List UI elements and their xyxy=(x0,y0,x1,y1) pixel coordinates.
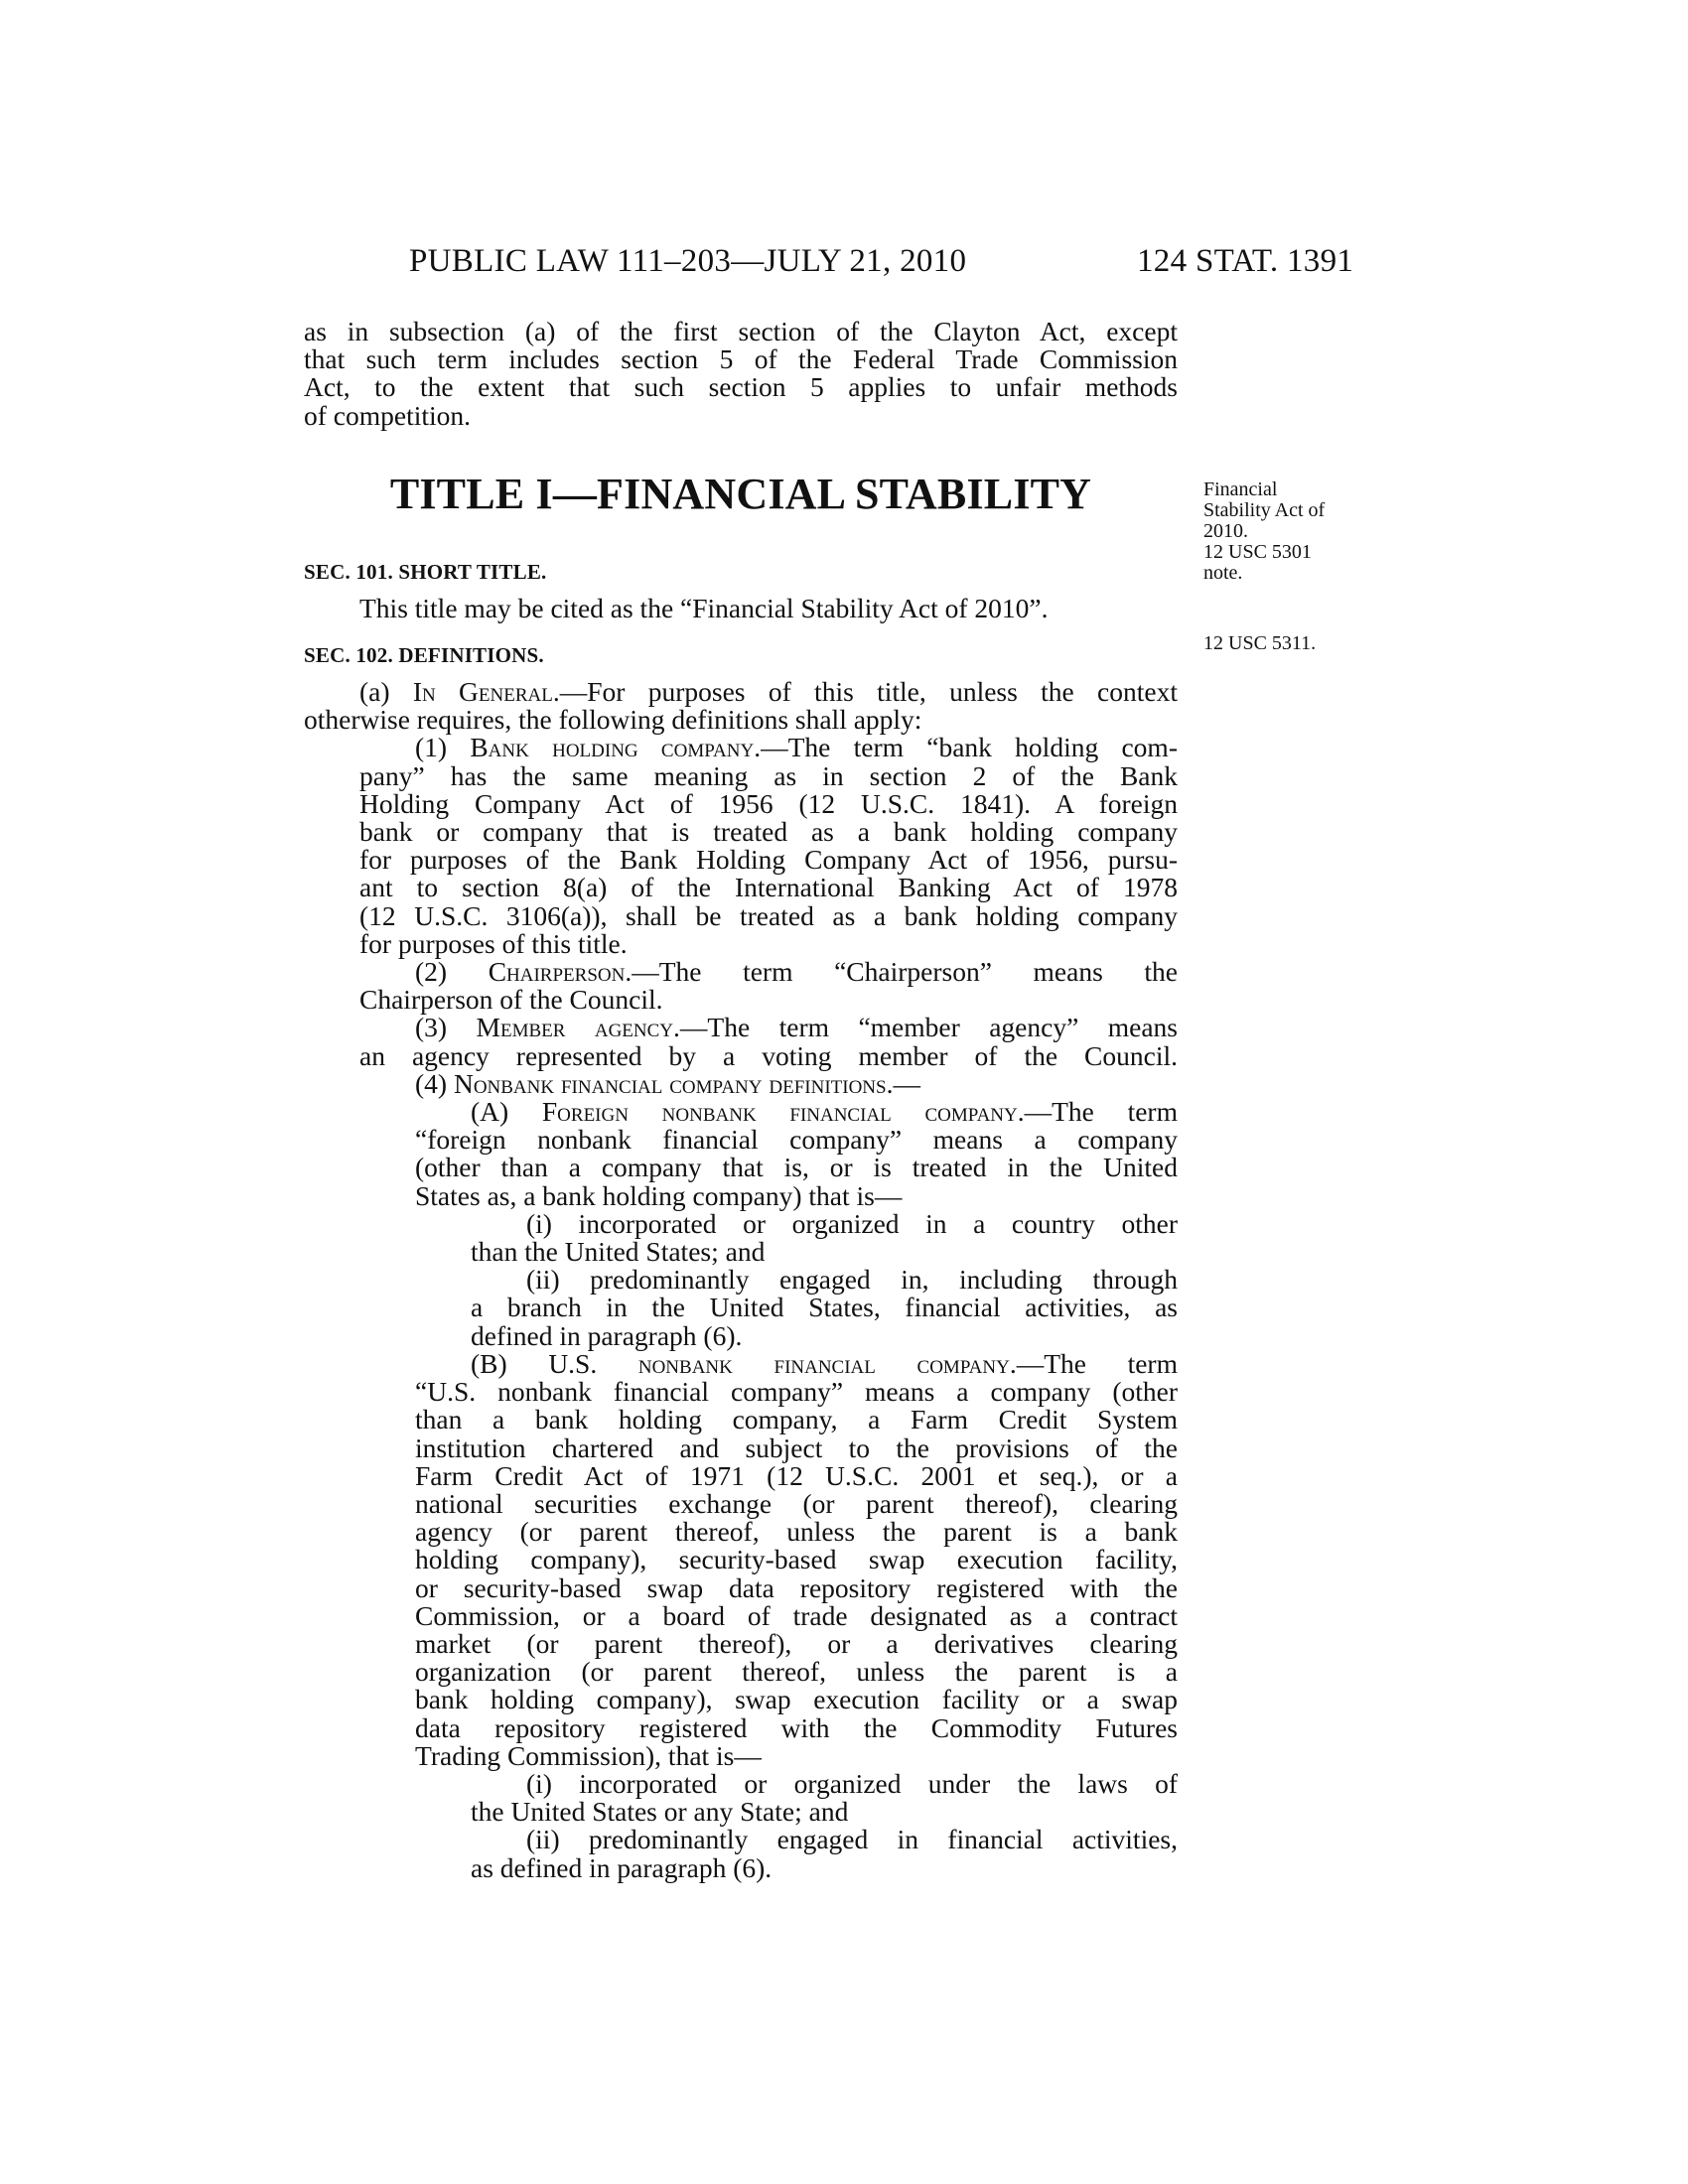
margin-note-line: 2010. xyxy=(1203,520,1248,542)
para1-line: for purposes of the Bank Holding Company Act of 1956, pursu- xyxy=(359,844,1178,876)
subpara-b-line: or security-based swap data repository registered with the xyxy=(415,1571,1178,1603)
subpara-b-line: data repository registered with the Commodity Futures xyxy=(415,1711,1178,1743)
subpara-b-line: holding company), security-based swap execution facility, xyxy=(415,1544,1178,1575)
subpara-b-line xyxy=(471,1347,1178,1379)
subsection-heading: In General xyxy=(412,676,553,708)
margin-note-line: Stability Act of xyxy=(1203,499,1326,521)
para4-line xyxy=(415,1067,1178,1099)
clause-b-i-line: (i) incorporated or organized under the laws of xyxy=(526,1767,1178,1799)
intro-line: of competition. xyxy=(304,399,472,431)
subpara-b-line: Commission, or a board of trade designated as a contract xyxy=(415,1599,1178,1631)
clause-a-i-line: (i) incorporated or organized in a country other xyxy=(526,1207,1178,1239)
margin-note-line: note. xyxy=(1203,562,1243,584)
label: (A) xyxy=(471,1096,542,1128)
para1-line: (12 U.S.C. 3106(a)), shall be treated as a bank holding company xyxy=(359,899,1178,931)
main-text xyxy=(304,318,1178,1882)
clause-a-ii-line: defined in paragraph (6). xyxy=(471,1319,743,1351)
clause-a-ii-line: a branch in the United States, financial activities, as xyxy=(471,1292,1178,1323)
margin-note-line: 12 USC 5301 xyxy=(1203,541,1312,563)
running-header-left: PUBLIC LAW 111–203—JULY 21, 2010 xyxy=(409,243,967,279)
para1-line: pany” has the same meaning as in section 2 of the Bank xyxy=(359,759,1178,791)
subpara-b-line: than a bank holding company, a Farm Credit System xyxy=(415,1404,1178,1435)
para1-line: Holding Company Act of 1956 (12 U.S.C. 1841). A foreign xyxy=(359,787,1178,819)
paragraph-heading: Nonbank financial company definitions xyxy=(453,1067,887,1099)
para1-line: ant to section 8(a) of the International Banking Act of 1978 xyxy=(359,872,1178,903)
subpara-a-line: “foreign nonbank financial company” means a company xyxy=(415,1124,1178,1156)
subpara-b-line: agency (or parent thereof, unless the parent is a bank xyxy=(415,1516,1178,1548)
text: .—The term “Chairperson” means the xyxy=(625,956,1178,988)
label: (3) xyxy=(415,1012,477,1043)
label: (1) xyxy=(415,732,471,763)
sec101-text: This title may be cited as the “Financial Stability Act of 2010”. xyxy=(359,592,1049,623)
subpara-a-line xyxy=(471,1098,1178,1126)
subsection-a-line xyxy=(359,678,1178,706)
subpara-b-line: market (or parent thereof), or a derivatives clearing xyxy=(415,1627,1178,1659)
text: .—The term “bank holding com- xyxy=(754,732,1178,763)
paragraph-heading: Member agency xyxy=(476,1012,674,1043)
intro-line: as in subsection (a) of the first section of the Clayton Act, except xyxy=(304,316,1178,346)
para1-line xyxy=(415,734,1178,761)
para2-line: Chairperson of the Council. xyxy=(359,984,663,1016)
subpara-b-line: Farm Credit Act of 1971 (12 U.S.C. 2001 et seq.), or a xyxy=(415,1459,1178,1491)
text: .—For purposes of this title, unless the context xyxy=(552,676,1178,708)
sec102-heading: SEC. 102. DEFINITIONS. xyxy=(304,643,544,668)
clause-b-ii-line: (ii) predominantly engaged in financial activities, xyxy=(526,1824,1178,1855)
margin-note-line: Financial xyxy=(1203,478,1278,500)
margin-note-sec101 xyxy=(1203,479,1352,584)
clause-a-i-line: than the United States; and xyxy=(471,1236,766,1268)
text: .— xyxy=(886,1067,920,1099)
intro-line: that such term includes section 5 of the Federal Trade Commission xyxy=(304,343,1178,375)
subpara-b-line: “U.S. nonbank financial company” means a company (other xyxy=(415,1376,1178,1408)
margin-note-sec102: 12 USC 5311. xyxy=(1203,632,1317,654)
sec101-heading: SEC. 101. SHORT TITLE. xyxy=(304,559,547,584)
paragraph-heading: Chairperson xyxy=(488,956,626,988)
text: .—The term “member agency” means xyxy=(673,1012,1178,1043)
text: .—The term xyxy=(1009,1347,1178,1379)
subpara-a-line: States as, a bank holding company) that is— xyxy=(415,1179,903,1211)
para1-line: bank or company that is treated as a bank holding company xyxy=(359,816,1178,848)
clause-b-ii-line: as defined in paragraph (6). xyxy=(471,1851,773,1883)
subsection-a-line: otherwise requires, the following definitions shall apply: xyxy=(304,704,922,736)
intro-line: Act, to the extent that such section 5 applies to unfair methods xyxy=(304,371,1178,403)
label: (a) xyxy=(359,676,413,708)
para1-line: for purposes of this title. xyxy=(359,927,628,959)
para3-line: an agency represented by a voting member of the Council. xyxy=(359,1039,1178,1071)
subpara-b-line: Trading Commission), that is— xyxy=(415,1739,762,1771)
subpara-b-line: bank holding company), swap execution facility or a swap xyxy=(415,1684,1178,1715)
subparagraph-heading: U.S. nonbank financial company xyxy=(548,1347,1010,1379)
para3-line xyxy=(415,1014,1178,1041)
clause-b-i-line: the United States or any State; and xyxy=(471,1796,849,1828)
clause-a-ii-line: (ii) predominantly engaged in, including through xyxy=(526,1264,1178,1296)
subparagraph-heading: Foreign nonbank financial company xyxy=(541,1096,1018,1128)
paragraph-heading: Bank holding company xyxy=(470,732,755,763)
page-number: 124 STAT. 1391 xyxy=(1137,243,1354,279)
subpara-b-line: institution chartered and subject to the provisions of the xyxy=(415,1432,1178,1463)
label: (B) xyxy=(471,1347,549,1379)
title-heading: TITLE I—FINANCIAL STABILITY xyxy=(389,469,1092,518)
label: (4) xyxy=(415,1067,454,1099)
label: (2) xyxy=(415,956,489,988)
subpara-b-line: national securities exchange (or parent thereof), clearing xyxy=(415,1487,1178,1519)
subpara-b-line: organization (or parent thereof, unless the parent is a xyxy=(415,1656,1178,1688)
text: .—The term xyxy=(1017,1096,1178,1128)
subpara-a-line: (other than a company that is, or is treated in the United xyxy=(415,1152,1178,1183)
para2-line xyxy=(415,958,1178,986)
